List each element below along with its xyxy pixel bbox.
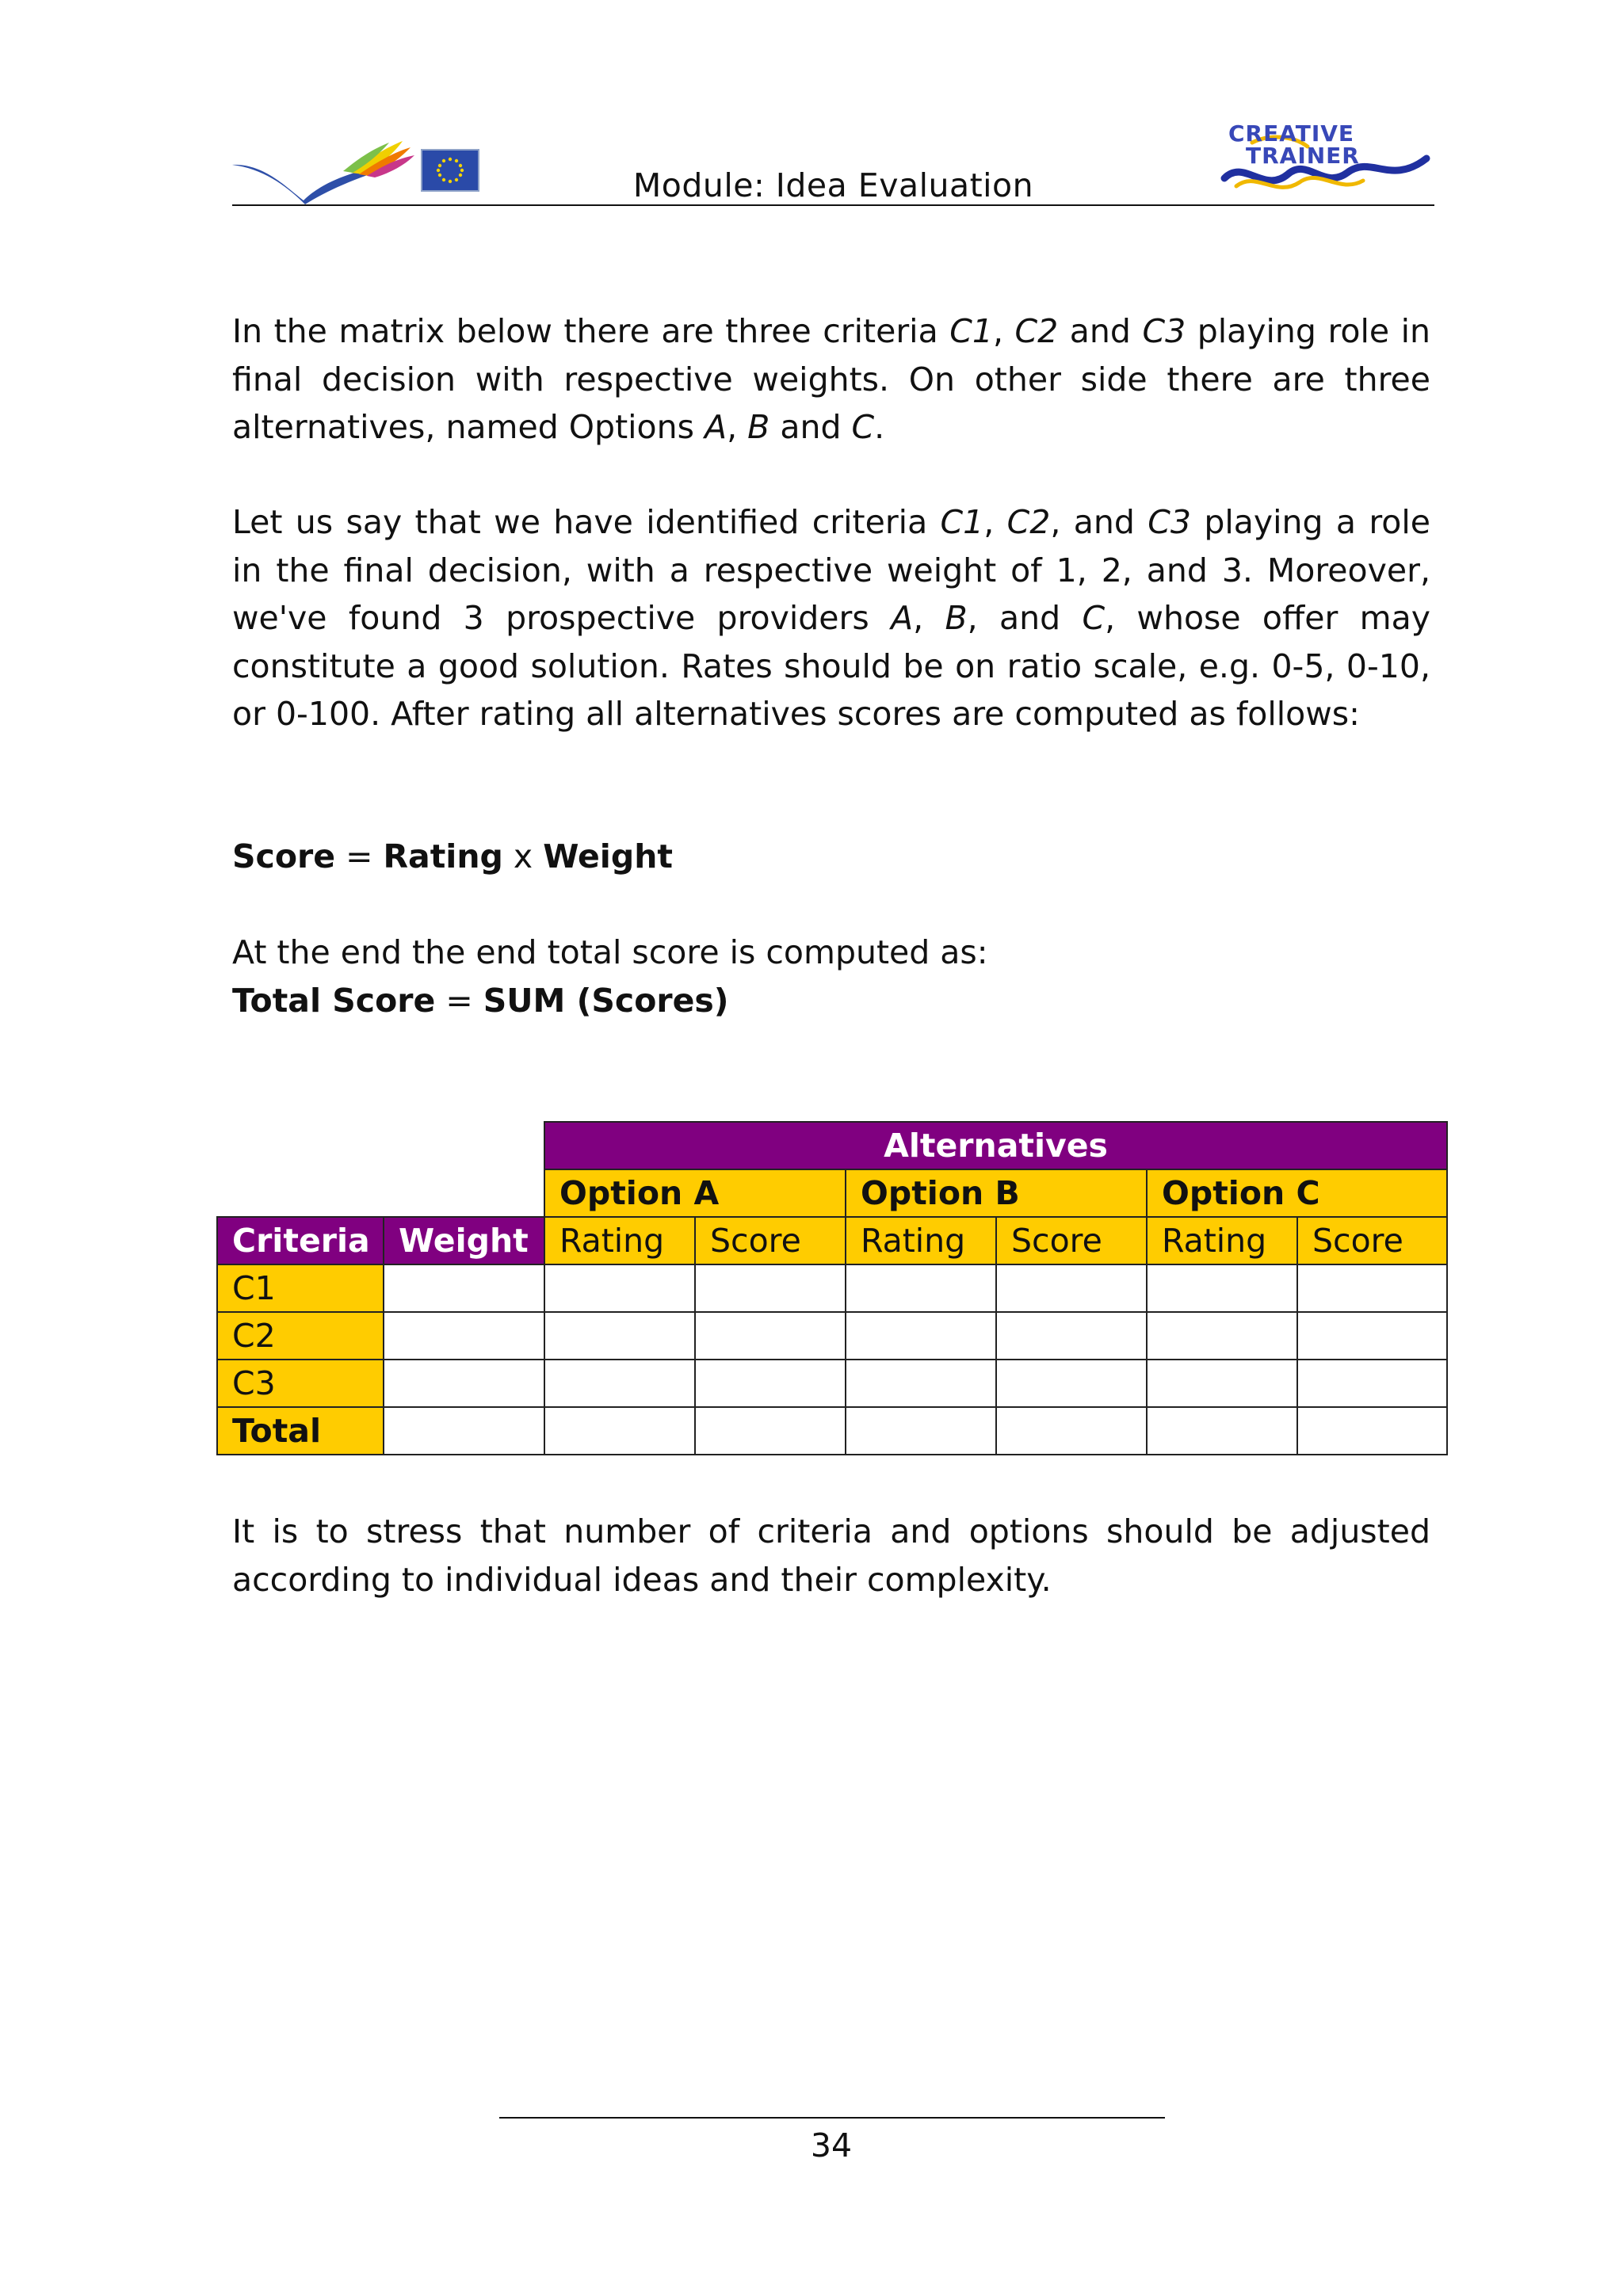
option-a-rating-header: Rating [544, 1217, 695, 1264]
empty-cell [1147, 1312, 1297, 1360]
empty-cell [996, 1360, 1147, 1407]
table-row [217, 1407, 1447, 1455]
page-header [232, 103, 1434, 206]
options-header-row [217, 1169, 1447, 1217]
empty-cell [695, 1312, 846, 1360]
option-b-score-header: Score [996, 1217, 1147, 1264]
criterion-c1: C1 [217, 1264, 384, 1312]
empty-cell [996, 1264, 1147, 1312]
total-score-intro: At the end the end total score is computed as: [232, 933, 988, 971]
empty-cell [544, 1407, 695, 1455]
empty-cell [695, 1264, 846, 1312]
creative-trainer-logo [1220, 111, 1430, 200]
criterion-c2: C2 [217, 1312, 384, 1360]
empty-cell [846, 1312, 996, 1360]
empty-cell [695, 1360, 846, 1407]
empty-cell [1147, 1264, 1297, 1312]
empty-cell [846, 1264, 996, 1312]
empty-cell [384, 1360, 544, 1407]
option-c-header: Option C [1147, 1169, 1447, 1217]
empty-cell [996, 1407, 1147, 1455]
option-a-header: Option A [544, 1169, 846, 1217]
logo-text-line-1: CREATIVE [1228, 120, 1355, 147]
empty-cell [544, 1264, 695, 1312]
alternatives-header-row [217, 1122, 1447, 1169]
empty-cell [846, 1360, 996, 1407]
table-row [217, 1312, 1447, 1360]
empty-cell [1297, 1360, 1447, 1407]
table-row [217, 1360, 1447, 1407]
criteria-paragraph: Let us say that we have identified criteria C1, C2, and C3 playing a role in the final decision, with a respective weight of 1, 2, and 3. Moreover, we've found 3 prospective providers A, B, and C, whose offer may constitute a good solution. Rates should be on ratio scale, e.g. 0-5, 0-10, or 0-100. After rating all alternatives scores are computed as follows: [232, 503, 1430, 733]
empty-cell [544, 1360, 695, 1407]
criterion-c3: C3 [217, 1360, 384, 1407]
empty-cell [384, 1264, 544, 1312]
empty-cell [1147, 1360, 1297, 1407]
alternatives-header: Alternatives [544, 1122, 1447, 1169]
column-header-row [217, 1217, 1447, 1264]
footer-divider [499, 2117, 1165, 2119]
empty-cell [384, 1407, 544, 1455]
intro-paragraph: In the matrix below there are three criteria C1, C2 and C3 playing role in final decision with respective weights. On other side there are three alternatives, named Options A, B and C. [232, 312, 1431, 446]
option-b-header: Option B [846, 1169, 1147, 1217]
empty-cell [544, 1312, 695, 1360]
decision-matrix-table [216, 1121, 1448, 1455]
option-c-rating-header: Rating [1147, 1217, 1297, 1264]
empty-cell [384, 1312, 544, 1360]
total-score-formula: At the end the end total score is computed as: Total Score = SUM (Scores) [232, 929, 1430, 1024]
logo-text-line-2: TRAINER [1246, 143, 1360, 169]
closing-paragraph: It is to stress that number of criteria and options should be adjusted according to individual ideas and their complexity. [232, 1512, 1430, 1599]
empty-cell [695, 1407, 846, 1455]
option-c-score-header: Score [1297, 1217, 1447, 1264]
option-a-score-header: Score [695, 1217, 846, 1264]
empty-cell [1297, 1312, 1447, 1360]
empty-cell [1297, 1407, 1447, 1455]
total-row-label: Total [217, 1407, 384, 1455]
option-b-rating-header: Rating [846, 1217, 996, 1264]
module-title: Module: Idea Evaluation [632, 166, 1034, 204]
weight-header: Weight [384, 1217, 544, 1264]
table-row [217, 1264, 1447, 1312]
score-formula: Score = Rating x Weight [232, 837, 673, 875]
empty-cell [1147, 1407, 1297, 1455]
empty-cell [846, 1407, 996, 1455]
empty-cell [996, 1312, 1147, 1360]
criteria-header: Criteria [217, 1217, 384, 1264]
page-number: 34 [810, 2126, 853, 2164]
empty-cell [1297, 1264, 1447, 1312]
